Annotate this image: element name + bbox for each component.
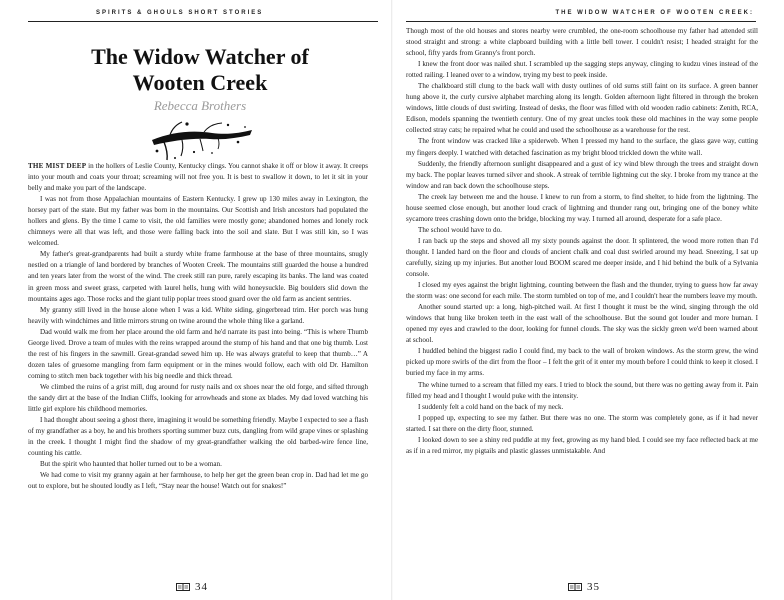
- story-body: [28, 161, 368, 492]
- author-name: Rebecca Brothers: [153, 98, 247, 113]
- paragraph: I was not from those Appalachian mountains of Eastern Kentucky. I grew up 130 miles away in Lexington, the horsey part of the state. But my father was born in the mountains. Our Scottish and Irish ancestors had populated the hollers and glens. By the time I came to visit, the old families were mostly gone; abandoned homes and lonely rock chimneys were all that was left, and those were falling back into the soil and slate. But I was still kin, so I was welcomed.: [28, 195, 368, 248]
- paragraph: I closed my eyes against the bright lightning, counting between the flash and the thunder, trying to guess how far away the storm was: one second for each mile. The storm tumbled on top of me, and I couldn't hear the numbers leave my mouth.: [406, 281, 758, 301]
- paragraph: Another sound started up: a long, high-pitched wail. At first I thought it must be the wind, singing through the old windows that hung like broken teeth in the east wall of the schoolhouse. But the sound got louder and more human. I opened my eyes and crawled to the door, looking for funnel clouds. The sky was the sickly green we'd been warned about at school.: [406, 303, 758, 345]
- ink-splatter-ornament-icon: [142, 118, 258, 162]
- paragraph: [28, 161, 368, 194]
- paragraph: Though most of the old houses and stores nearby were crumbled, the one-room schoolhouse my father had attended still stood straight and strong: a white clapboard building with a little bell tower. I couldn't resist; I headed straight for the school, fifty yards from Granny's front porch.: [406, 27, 758, 58]
- page-number: 34: [195, 581, 208, 593]
- right-page: [392, 0, 784, 600]
- title-line-2: Wooten Creek: [132, 70, 268, 95]
- paragraph: The school would have to do.: [418, 225, 502, 234]
- paragraph: The front window was cracked like a spiderweb. When I pressed my hand to the surface, the glass gave way, cutting my fingers deeply. I watched with detached fascination as my bright blood trickled down the white wall.: [406, 137, 758, 157]
- paragraph: I popped up, expecting to see my father. But there was no one. The storm was completely gone, as if it had never started. I sat there on the dirty floor, stunned.: [406, 413, 758, 433]
- book-folio-icon: [176, 583, 190, 591]
- header-rule: [406, 21, 756, 22]
- running-head: THE WIDOW WATCHER OF WOOTEN CREEK:: [555, 10, 754, 16]
- paragraph-text: in the hollers of Leslie County, Kentucky clings. You cannot shake it off or blow it away. It creeps into your mouth and coats your throat; screaming will not free you. It is best to swallow it down, to let it sit in your belly and make you part of the landscape.: [28, 162, 368, 193]
- paragraph: We climbed the ruins of a grist mill, dug around for rusty nails and ox shoes near the old forge, and sifted through the sandy dirt at the base of the Indian Cliffs, looking for arrowheads and stone ax blades. My dad loved watching his little girl explore his childhood memories.: [28, 382, 368, 414]
- story-title: [40, 44, 360, 96]
- page-folio: [176, 580, 208, 594]
- paragraph: I looked down to see a shiny red puddle at my feet, growing as my hand bled. I could see my face reflected back at me as if in a red mirror, my pigtails and plastic glasses unmistakable. And: [406, 435, 758, 455]
- title-line-1: The Widow Watcher of: [91, 44, 309, 69]
- lead-in: THE MIST DEEP: [28, 162, 87, 170]
- running-head: SPIRITS & GHOULS SHORT STORIES: [96, 10, 264, 16]
- paragraph: Suddenly, the friendly afternoon sunlight disappeared and a gust of icy wind blew through the trees and straight down my back. The poplar leaves turned silver and shook. A streak of terrible lightning cut the sky. I broke from my trance at the window and ran back down the schoolhouse steps.: [406, 159, 758, 190]
- paragraph: I ran back up the steps and shoved all my sixty pounds against the door. It splintered, the wood more rotten than I'd thought. I landed hard on the floor and clouds of ancient chalk and coal dust swirled around my head. Sneezing, I sat up carefully, sizing up my injuries. But another loud BOOM scared me deeper inside, and I hid behind the bulk of a Sylvania console.: [406, 236, 758, 279]
- paragraph: But the spirit who haunted that holler turned out to be a woman.: [40, 460, 222, 469]
- paragraph: I suddenly felt a cold hand on the back of my neck.: [418, 402, 564, 411]
- paragraph: The chalkboard still clung to the back wall with dusty outlines of old sums still faint on its surface. A green banner hung above it, the curly cursive alphabet marching along its length. Golden afternoon light filtered in through the broken windows, little clouds of dust swirling. Instead of desks, the floor was filled with old wooden radio cabinets: Zenith, RCA, Edison, models spanning the twentieth century. One of my great uncles took these old machines in the way some people collected stray cats; he repaired what he could and used the schoolhouse as a warehouse for the rest.: [406, 82, 758, 135]
- paragraph: The creek lay between me and the house. I knew to run from a storm, to find shelter, to hide from the lightning. The house seemed close enough, but another loud crack of lightning and thunder rang out, bringing one of the boney white sycamore trees crashing down onto the bridge, blocking my way. I turned all around, desperate for a safe place.: [406, 192, 758, 223]
- header-rule: [28, 21, 378, 22]
- paragraph: My granny still lived in the house alone when I was a kid. White siding, gingerbread trim. Her porch was hung heavily with windchimes and little mirrors strung on twine around the whole thing like a garland.: [28, 305, 368, 325]
- paragraph: I knew the front door was nailed shut. I scrambled up the sagging steps anyway, clinging to kudzu vines instead of the rotted railing. I leaned over to a window, trying my best to peek inside.: [406, 60, 758, 80]
- paragraph: I huddled behind the biggest radio I could find, my back to the wall of broken windows. As the storm grew, the wind picked up more swirls of the dirt from the floor – I felt the grit of it enter my mouth before I could think to keep it closed. I buried my face in my arms.: [406, 347, 758, 378]
- book-folio-icon: [568, 583, 582, 591]
- paragraph: We had come to visit my granny again at her farmhouse, to help her get the green bean crop in. Dad had let me go out to explore, but he shouted loudly as I left, “Stay near the house! Watch out for snakes!”: [28, 471, 368, 491]
- paragraph: The whine turned to a scream that filled my ears. I tried to block the sound, but there was no getting away from it. Pain filled my head and I thought I would puke with the intensity.: [406, 380, 758, 400]
- paragraph: Dad would walk me from her place around the old farm and he'd narrate its past into being. “This is where Thumb George lived. Drove a team of mules with the reins wrapped around the stump of his hand and that one big thumb. Lost the rest of his fingers in the sawmill. Great-grandad sewed him up. He was always grateful to keep that thumb…” A dozen tales of gruesome mangling from farm equipment or in the mines would follow, each with old Dr. Hamilton coming to stitch men back together with his big needle and thick thread.: [28, 327, 368, 380]
- paragraph: My father's great-grandparents had built a sturdy white frame farmhouse at the base of three mountains, snugly nestled on a triangle of land bordered by branches of Wooten Creek. The mountains still guarded the house a hundred and ten years later from the worst of the wind. The creek still ran pure, rarely escaping its banks. The land was coated in green moss and sweet grass, carpeted with laurel hells, hung with wild honeysuckle. Big boulders slid down the mountains ages ago. Those rocks and the giant tulip poplar trees stood guard over the old farm as ancient sentries.: [28, 250, 368, 303]
- page-number: 35: [587, 581, 600, 593]
- paragraph: I had thought about seeing a ghost there, imagining it would be something friendly. Maybe I expected to see a flash of my grandfather as a boy, he and his brothers sporting summer buzz cuts, dangling from wild grape vines or splashing in the creek. I thought I might find the shadow of my great-grandfather walking the old barbed-wire fence line, counting his cattle.: [28, 416, 368, 458]
- page-folio: [568, 580, 600, 594]
- story-body: [406, 26, 758, 457]
